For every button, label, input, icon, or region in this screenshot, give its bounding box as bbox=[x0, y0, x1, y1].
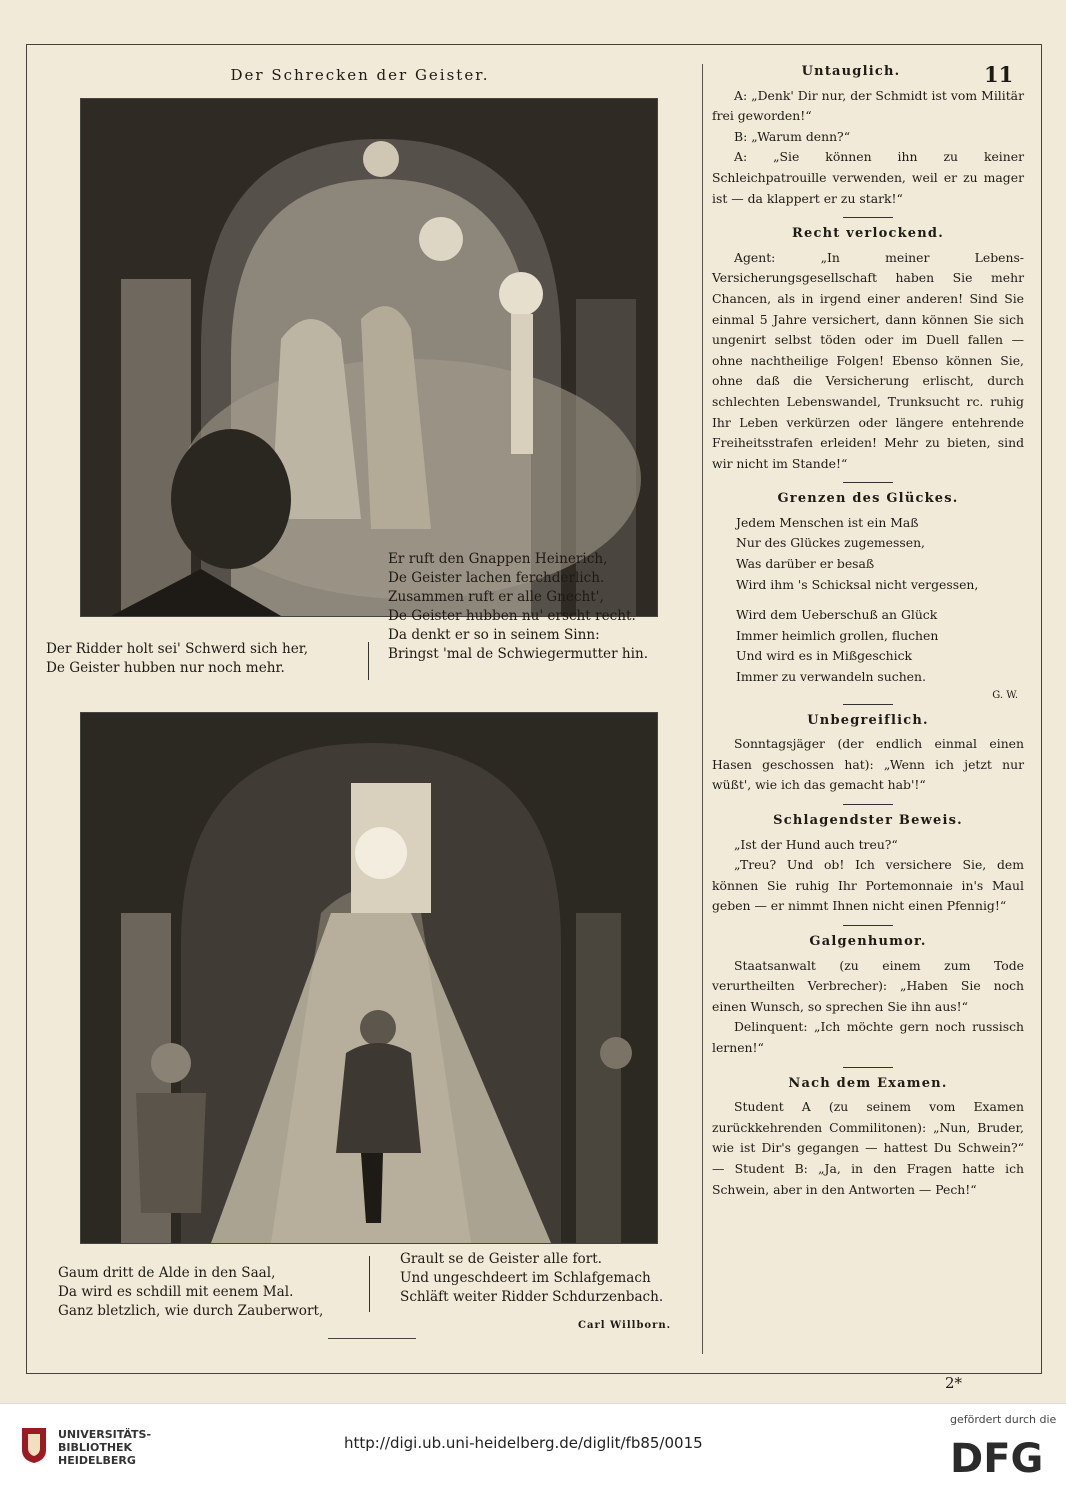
section-signature: G. W. bbox=[992, 689, 1018, 701]
paragraph: „Ist der Hund auch treu?“ bbox=[734, 836, 898, 852]
dfg-logo-text: DFG bbox=[950, 1436, 1044, 1478]
university-seal-icon bbox=[20, 1426, 48, 1464]
verse-4 bbox=[400, 1250, 663, 1307]
paragraph: Student A (zu seinem vom Examen zurückkehrenden Commilitonen): „Nun, Bruder, wie ist Dir's gegangen — hattest Du Schwein?“ — Student B: „Ja, in den Fragen hatte ich Schwein, aber in den Antworten — Pech!“ bbox=[712, 1099, 1024, 1197]
verse-divider bbox=[369, 1256, 370, 1312]
ghost-scene-image bbox=[81, 99, 657, 616]
paragraph: „Treu? Und ob! Ich versichere Sie, dem können Sie ruhig Ihr Portemonnaie in's Maul geben — er nimmt Ihnen nicht einen Pfennig!“ bbox=[712, 857, 1024, 914]
verse-3 bbox=[58, 1264, 323, 1321]
section-rule bbox=[843, 217, 893, 218]
verse-line: Gaum dritt de Alde in den Saal, bbox=[58, 1265, 276, 1281]
section-rule bbox=[843, 925, 893, 926]
stanza-line: Jedem Menschen ist ein Maß bbox=[736, 514, 919, 530]
stanza-line: Wird dem Ueberschuß an Glück bbox=[736, 607, 938, 623]
ghost-scene-illustration bbox=[80, 98, 658, 617]
heading-schlagendster-beweis: Schlagendster Beweis. bbox=[773, 813, 963, 828]
section-rule bbox=[843, 1067, 893, 1068]
paragraph: Agent: „In meiner Lebens-Versicherungsgesellschaft haben Sie mehr Chancen, als in irgend einer anderen! Sind Sie einmal 5 Jahre versichert, dann können Sie sich ungenirt selbst töden oder im Duell fallen — ohne nachtheilige Folgen! Ebenso können Sie, ohne daß die Versicherung erlischt, durch schlechten Lebenswandel, Trunksucht rc. ruhig Ihr Leben verkürzen oder längere entehrende Freiheitsstrafen erleiden! Mehr zu bieten, sind wir nicht im Stande!“ bbox=[712, 249, 1024, 471]
poem-author: Carl Willborn. bbox=[578, 1320, 672, 1331]
verse-line: Er ruft den Gnappen Heinerich, bbox=[388, 551, 608, 567]
heading-galgenhumor: Galgenhumor. bbox=[809, 933, 927, 949]
paragraph: A: „Denk' Dir nur, der Schmidt ist vom Militär frei geworden!“ bbox=[712, 87, 1024, 124]
verse-line: De Geister hubben nur noch mehr. bbox=[46, 660, 285, 676]
stanza-line: Was darüber er besaß bbox=[736, 556, 875, 572]
paragraph: A: „Sie können ihn zu keiner Schleichpatrouille verwenden, weil er zu mager ist — da klappert er zu stark!“ bbox=[712, 149, 1024, 206]
stanza bbox=[712, 605, 1024, 687]
corridor-image bbox=[81, 713, 657, 1243]
right-column bbox=[712, 62, 1024, 1200]
verse-line: Der Ridder holt sei' Schwerd sich her, bbox=[46, 641, 309, 657]
end-rule bbox=[328, 1338, 416, 1339]
verse-line: De Geister lachen ferchderlich. bbox=[388, 570, 605, 586]
verse-line: Da wird es schdill mit eenem Mal. bbox=[58, 1284, 294, 1300]
stanza-line: Wird ihm 's Schicksal nicht vergessen, bbox=[736, 576, 979, 592]
verse-line: Schläft weiter Ridder Schdurzenbach. bbox=[400, 1289, 664, 1305]
verse-divider bbox=[368, 642, 369, 680]
stanza-line: Immer heimlich grollen, fluchen bbox=[736, 627, 939, 643]
section-rule bbox=[843, 482, 893, 483]
dfg-logo-icon bbox=[950, 1434, 1046, 1478]
stanza-line: Und wird es in Mißgeschick bbox=[736, 648, 913, 664]
verse-line: Bringst 'mal de Schwiegermutter hin. bbox=[388, 646, 649, 662]
column-rule bbox=[702, 64, 703, 1354]
corridor-illustration bbox=[80, 712, 658, 1244]
verse-line: Da denkt er so in seinem Sinn: bbox=[388, 627, 600, 643]
verse-line: De Geister hubben nu' erscht recht. bbox=[388, 608, 636, 624]
stanza bbox=[712, 513, 1024, 595]
paragraph: Sonntagsjäger (der endlich einmal einen Hasen geschossen hat): „Wenn ich jetzt nur wüßt', wie ich das gemacht hab'!“ bbox=[712, 736, 1024, 793]
verse-line: Zusammen ruft er alle Gnecht', bbox=[388, 589, 604, 605]
section-rule bbox=[843, 704, 893, 705]
stanza-line: Immer zu verwandeln suchen. bbox=[736, 669, 926, 685]
page-number: 11 bbox=[984, 62, 1014, 87]
verse-line: Ganz bletzlich, wie durch Zauberwort, bbox=[58, 1303, 324, 1319]
heading-grenzen-des-glueckes: Grenzen des Glückes. bbox=[777, 491, 959, 507]
heading-untauglich: Untauglich. bbox=[801, 64, 901, 79]
stanza-line: Nur des Glückes zugemessen, bbox=[736, 535, 925, 551]
sheet-signature: 2* bbox=[945, 1374, 963, 1392]
verse-2 bbox=[388, 550, 648, 664]
verse-line: Und ungeschdeert im Schlafgemach bbox=[400, 1270, 651, 1286]
heading-recht-verlockend: Recht verlockend. bbox=[792, 226, 944, 242]
heading-nach-dem-examen: Nach dem Examen. bbox=[788, 1075, 948, 1091]
verse-1 bbox=[46, 640, 308, 678]
footer-bar bbox=[0, 1403, 1066, 1486]
funding-note: gefördert durch die bbox=[950, 1413, 1057, 1426]
section-rule bbox=[843, 804, 893, 805]
paragraph: B: „Warum denn?“ bbox=[734, 128, 851, 144]
paragraph: Staatsanwalt (zu einem zum Tode verurtheilten Verbrecher): „Haben Sie noch einen Wunsch, so sprechen Sie ihn aus!“ bbox=[712, 957, 1024, 1014]
paragraph: Delinquent: „Ich möchte gern noch russisch lernen!“ bbox=[712, 1019, 1024, 1055]
verse-line: Grault se de Geister alle fort. bbox=[400, 1251, 602, 1267]
library-name: UNIVERSITÄTS- BIBLIOTHEK HEIDELBERG bbox=[58, 1428, 152, 1467]
heading-unbegreiflich: Unbegreiflich. bbox=[807, 712, 929, 728]
page-url[interactable]: http://digi.ub.uni-heidelberg.de/diglit/fb85/0015 bbox=[344, 1434, 703, 1452]
poem-title: Der Schrecken der Geister. bbox=[230, 66, 490, 84]
